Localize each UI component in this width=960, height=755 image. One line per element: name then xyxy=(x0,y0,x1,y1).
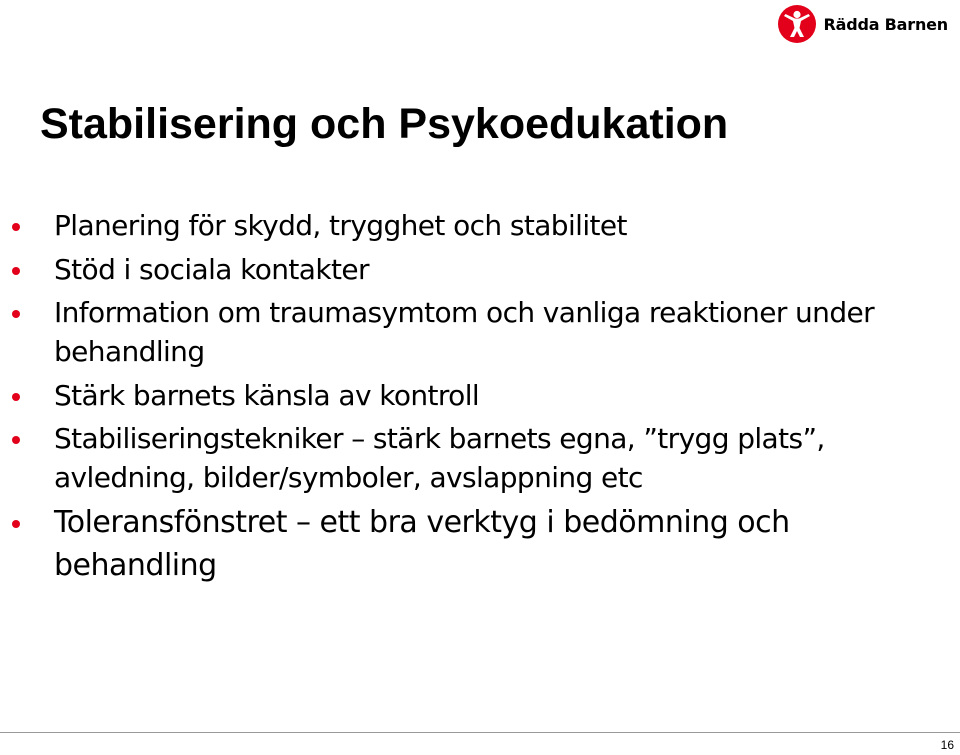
bullet-item xyxy=(0,294,950,371)
bullet-item xyxy=(0,502,950,587)
footer-divider xyxy=(0,732,960,733)
bullet-dot-icon xyxy=(12,393,20,401)
bullet-text: Stärk barnets känsla av kontroll xyxy=(54,378,480,412)
bullet-text: Toleransfönstret – ett bra verktyg i bedömning och behandling xyxy=(54,505,790,583)
page-number: 16 xyxy=(940,738,954,752)
bullet-dot-icon xyxy=(12,436,20,444)
bullet-text: Planering för skydd, trygghet och stabilitet xyxy=(54,209,627,242)
bullet-item xyxy=(0,251,950,290)
bullet-dot-icon xyxy=(12,267,20,275)
bullet-list xyxy=(0,207,950,593)
radda-barnen-logo xyxy=(777,4,948,44)
bullet-item xyxy=(0,377,950,416)
bullet-text: Stöd i sociala kontakter xyxy=(54,252,369,286)
bullet-dot-icon xyxy=(12,520,20,528)
slide-title: Stabilisering och Psykoedukation xyxy=(40,100,729,148)
bullet-text: Information om traumasymtom och vanliga reaktioner under behandling xyxy=(54,296,875,368)
bullet-text: Stabiliseringstekniker – stärk barnets egna, ”trygg plats”, avledning, bilder/symboler, avslappning etc xyxy=(54,422,825,494)
logo-text: Rädda Barnen xyxy=(823,14,948,34)
bullet-dot-icon xyxy=(12,310,20,318)
bullet-item xyxy=(0,420,950,497)
bullet-item xyxy=(0,207,950,246)
child-figure-icon xyxy=(777,4,817,44)
bullet-dot-icon xyxy=(12,223,20,231)
